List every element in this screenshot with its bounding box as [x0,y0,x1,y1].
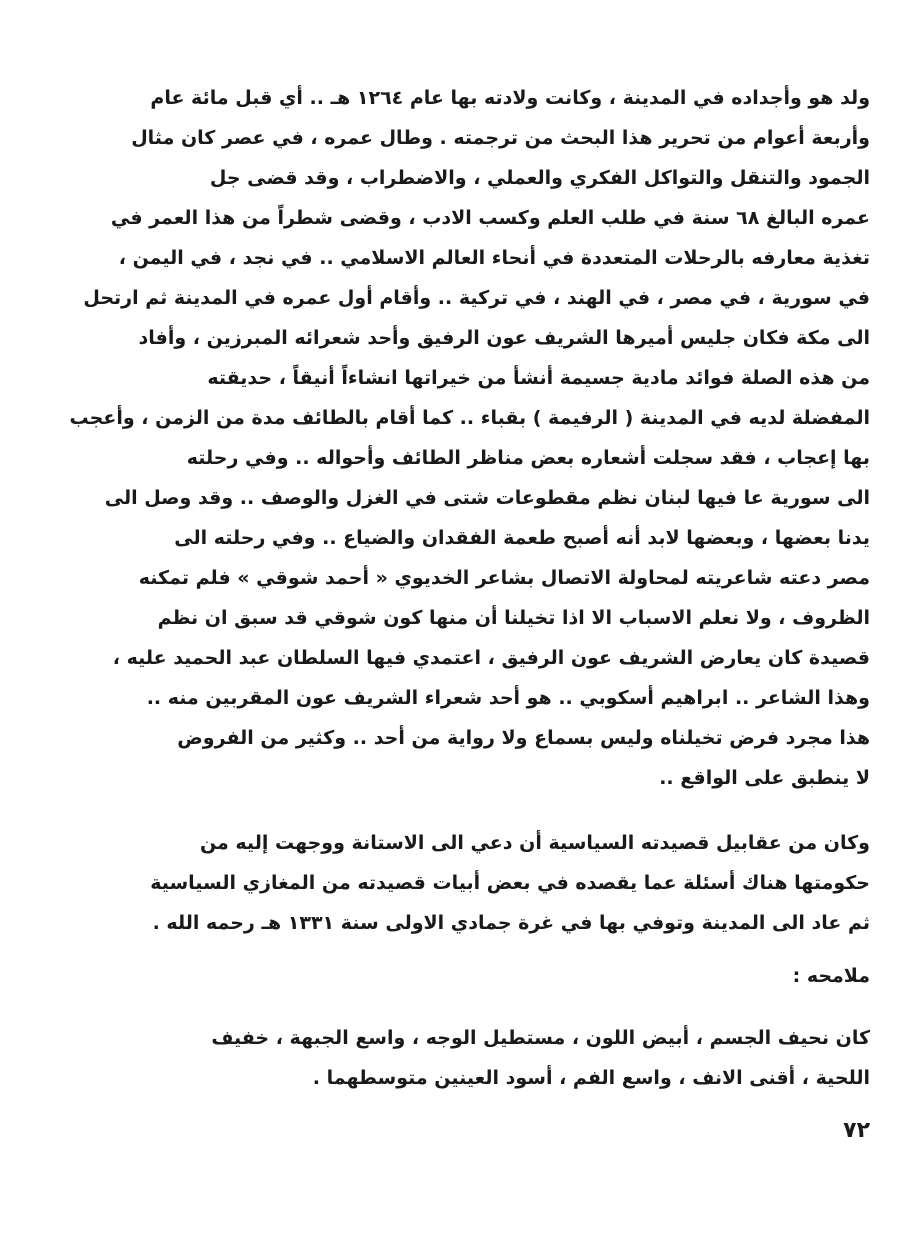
text-line: الجمود والتنقل والتواكل الفكري والعملي ، والاضطراب ، وقد قضى جل [209,167,870,189]
text-line: من هذه الصلة فوائد مادية جسيمة أنشأ من خيراتها انشاءاً أنيقاً ، حديقته [207,367,870,389]
page-number: ٧٢ [843,1118,870,1143]
text-line: بها إعجاب ، فقد سجلت أشعاره بعض مناظر الطائف وأحواله .. وفي رحلته [186,447,870,469]
description-paragraph [150,1018,870,1098]
text-line: اللحية ، أقنى الانف ، واسع الفم ، أسود العينين متوسطهما . [312,1067,870,1089]
text-line: المفضلة لديه في المدينة ( الرفيمة ) بقباء .. كما أقام بالطائف مدة من الزمن ، وأعجب [69,407,870,429]
travel-paragraph [150,823,870,943]
text-line: الى مكة فكان جليس أميرها الشريف عون الرفيق وأحد شعرائه المبرزين ، وأفاد [138,327,870,349]
text-line: كان نحيف الجسم ، أبيض اللون ، مستطيل الوجه ، واسع الجبهة ، خفيف [211,1027,870,1049]
text-line: قصيدة كان يعارض الشريف عون الرفيق ، اعتمدي فيها السلطان عبد الحميد عليه ، [112,647,870,669]
text-line: في سورية ، في مصر ، في الهند ، في تركية .. وأقام أول عمره في المدينة ثم ارتحل [83,287,870,309]
text-line: تغذية معارفه بالرحلات المتعددة في أنحاء العالم الاسلامي .. في نجد ، في اليمن ، [118,247,870,269]
text-line: ثم عاد الى المدينة وتوفي بها في غرة جمادي الاولى سنة ١٣٣١ هـ رحمه الله . [152,912,870,934]
text-line: الى سورية عا فيها لبنان نظم مقطوعات شتى في الغزل والوصف .. وقد وصل الى [104,487,870,509]
text-line: هذا مجرد فرض تخيلناه وليس بسماع ولا رواية من أحد .. وكثير من الفروض [177,727,870,749]
text-line: عمره البالغ ٦٨ سنة في طلب العلم وكسب الادب ، وقضى شطراً من هذا العمر في [110,207,870,229]
text-line: وأربعة أعوام من تحرير هذا البحث من ترجمته . وطال عمره ، في عصر كان مثال [131,127,870,149]
text-line: وهذا الشاعر .. ابراهيم أسكوبي .. هو أحد شعراء الشريف عون المقربين منه .. [146,687,870,709]
text-line: ولد هو وأجداده في المدينة ، وكانت ولادته بها عام ١٢٦٤ هـ .. أي قبل مائة عام [150,87,870,109]
text-line: حكومتها هناك أسئلة عما يقصده في بعض أبيات قصيدته من المغازي السياسية [150,872,870,894]
text-line: وكان من عقابيل قصيدته السياسية أن دعي الى الاستانة ووجهت إليه من [199,832,870,854]
section-heading: ملامحه : [792,965,870,987]
text-line: لا ينطبق على الواقع .. [659,767,870,789]
biography-paragraph [69,78,870,798]
text-line: مصر دعته شاعريته لمحاولة الاتصال بشاعر الخديوي « أحمد شوقي » فلم تمكنه [138,567,870,589]
text-line: الظروف ، ولا نعلم الاسباب الا اذا تخيلنا أن منها كون شوقي قد سبق ان نظم [157,607,870,629]
text-line: يدنا بعضها ، وبعضها لابد أنه أصبح طعمة الفقدان والضياع .. وفي رحلته الى [174,527,870,549]
